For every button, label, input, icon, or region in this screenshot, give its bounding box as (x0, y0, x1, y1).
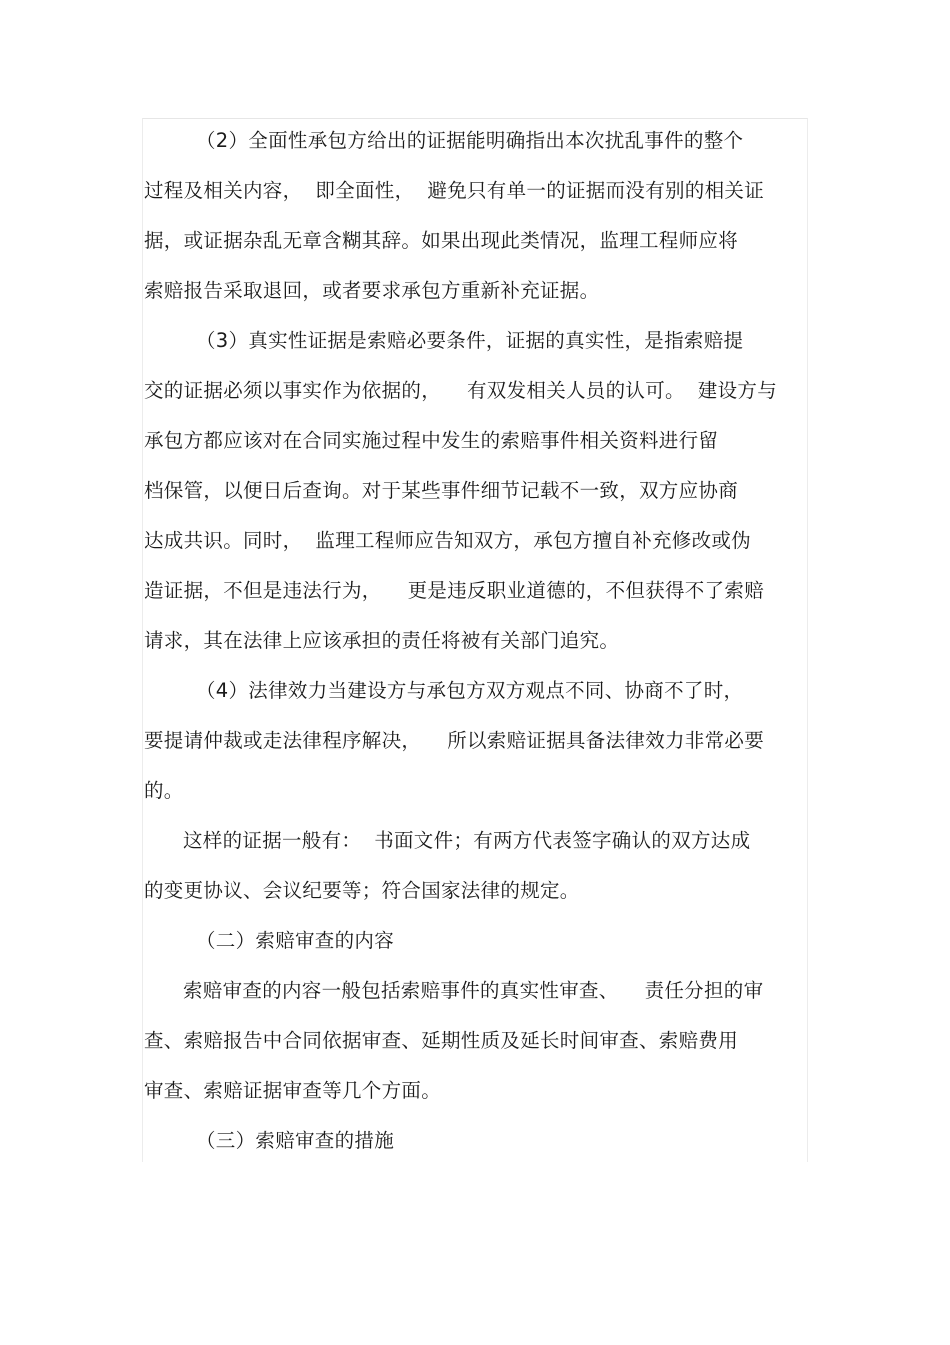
paragraph-line: 请求，其在法律上应该承担的责任将被有关部门追究。 (144, 629, 620, 652)
paragraph-line: （4）法律效力当建设方与承包方双方观点不同、协商不了时， (144, 679, 744, 702)
paragraph-line: 的。 (144, 779, 184, 802)
paragraph-line: 索赔报告采取退回，或者要求承包方重新补充证据。 (144, 279, 600, 302)
paragraph-line: 据，或证据杂乱无章含糊其辞。如果出现此类情况，监理工程师应将 (144, 229, 739, 252)
paragraph-line: 达成共识。同时， 监理工程师应告知双方，承包方擅自补充修改或伪 (144, 529, 751, 552)
paragraph-line: 要提请仲裁或走法律程序解决， 所以索赔证据具备法律效力非常必要 (144, 729, 764, 752)
paragraph-line: 造证据，不但是违法行为， 更是违反职业道德的，不但获得不了索赔 (144, 579, 764, 602)
paragraph-line: （2）全面性承包方给出的证据能明确指出本次扰乱事件的整个 (144, 129, 744, 152)
paragraph-line: 这样的证据一般有： 书面文件；有两方代表签字确认的双方达成 (144, 829, 751, 852)
paragraph-line: 索赔审查的内容一般包括索赔事件的真实性审查、 责任分担的审 (144, 979, 764, 1002)
section-heading: （二）索赔审查的内容 (144, 929, 394, 952)
paragraph-line: 交的证据必须以事实作为依据的， 有双发相关人员的认可。 建设方与 (144, 379, 777, 402)
paragraph-line: 的变更协议、会议纪要等；符合国家法律的规定。 (144, 879, 580, 902)
paragraph-line: 审查、索赔证据审查等几个方面。 (144, 1079, 442, 1102)
paragraph-line: （3）真实性证据是索赔必要条件，证据的真实性，是指索赔提 (144, 329, 744, 352)
section-heading: （三）索赔审查的措施 (144, 1129, 394, 1152)
paragraph-line: 查、索赔报告中合同依据审查、延期性质及延长时间审查、索赔费用 (144, 1029, 739, 1052)
paragraph-line: 承包方都应该对在合同实施过程中发生的索赔事件相关资料进行留 (144, 429, 719, 452)
paragraph-line: 过程及相关内容， 即全面性， 避免只有单一的证据而没有别的相关证 (144, 179, 764, 202)
paragraph-line: 档保管，以便日后查询。对于某些事件细节记载不一致，双方应协商 (144, 479, 739, 502)
